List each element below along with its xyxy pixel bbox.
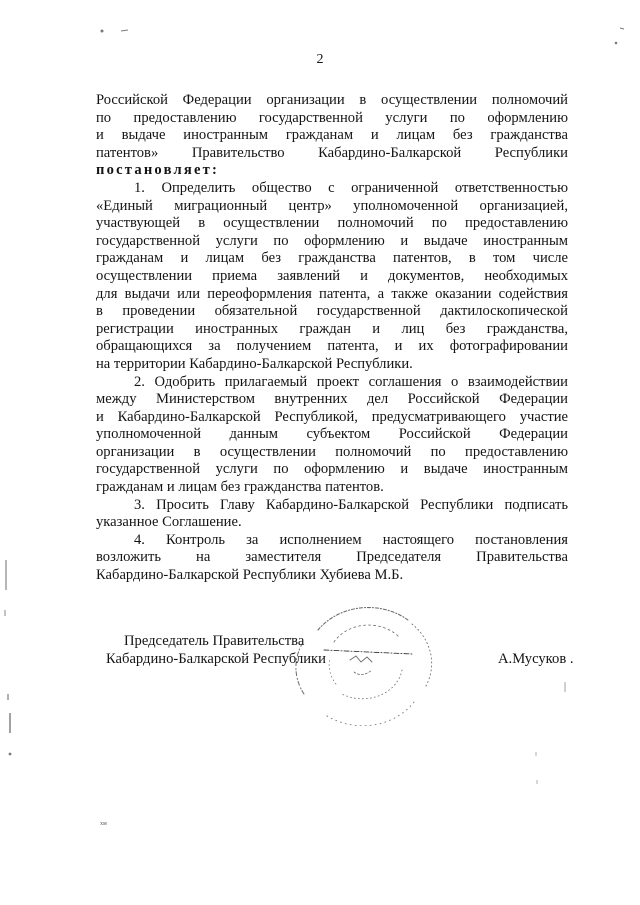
paragraph-line: «Единый миграционный центр» уполномоченной организацией, [96,197,568,214]
paragraph-line: 1. Определить общество с ограниченной ответственностью [134,179,568,196]
scan-dash [121,30,128,31]
paragraph-line: для выдачи или переоформления патента, а также оказании содействия [96,285,568,302]
paragraph-line: участвующей в осуществлении полномочий по предоставлению [96,215,568,232]
paragraph-line: Кабардино-Балкарской Республики Хубиева М.Б. [96,567,404,584]
scan-dot [9,753,11,755]
paragraph-line: в проведении обязательной государственной дактилоскопической [96,303,568,320]
paragraph-line: между Министерством внутренних дел Российской Федерации [96,391,568,408]
paragraph-line: 2. Одобрить прилагаемый проект соглашения о взаимодействии [134,373,568,390]
scan-dash [620,28,624,29]
paragraph-line: 4. Контроль за исполнением настоящего постановления [134,531,568,548]
footer-mark: хм [100,821,107,827]
paragraph-line: гражданам и лицам без гражданства патентов, в том числе [96,250,568,267]
resolves-heading: постановляет: [96,162,220,179]
signatory-name: А.Мусуков . [498,651,574,667]
paragraph-line: и Кабардино-Балкарской Республикой, предусматривающего участие [96,408,568,425]
paragraph-line: организации в осуществлении полномочий по предоставлению [96,443,568,460]
paragraph-line: уполномоченной данным субъектом Российской Федерации [96,426,568,443]
intro-line: Российской Федерации организации в осуществлении полномочий [96,92,568,108]
intro-line: патентов» Правительство Кабардино-Балкарской Республики [96,144,568,161]
paragraph-line: 3. Просить Главу Кабардино-Балкарской Республики подписать [134,496,568,513]
paragraph-line: осуществлении приема заявлений и документов, необходимых [96,267,568,284]
paragraph-line: регистрации иностранных граждан и лиц без гражданства, [96,320,568,337]
intro-line: и выдаче иностранным гражданам и лицам без гражданства [96,127,568,144]
signatory-title: Председатель Правительства [124,633,305,649]
paragraph-line: возложить на заместителя Председателя Правительства [96,549,568,566]
paragraph-line: указанное Соглашение. [96,514,242,531]
paragraph-line: обращающихся за получением патента, и их фотографировании [96,338,568,355]
page-number: 2 [316,52,324,67]
paragraph-line: государственной услуги по оформлению и выдаче иностранным [96,232,568,249]
intro-line: по предоставлению государственной услуги по оформлению [96,109,568,126]
signatory-organization: Кабардино-Балкарской Республики [106,651,326,667]
scan-dot [101,30,103,32]
paragraph-line: на территории Кабардино-Балкарской Республики. [96,355,413,372]
paragraph-line: государственной услуги по оформлению и выдаче иностранным [96,461,568,478]
paragraph-line: гражданам и лицам без гражданства патентов. [96,479,384,496]
scan-dot [615,42,617,44]
